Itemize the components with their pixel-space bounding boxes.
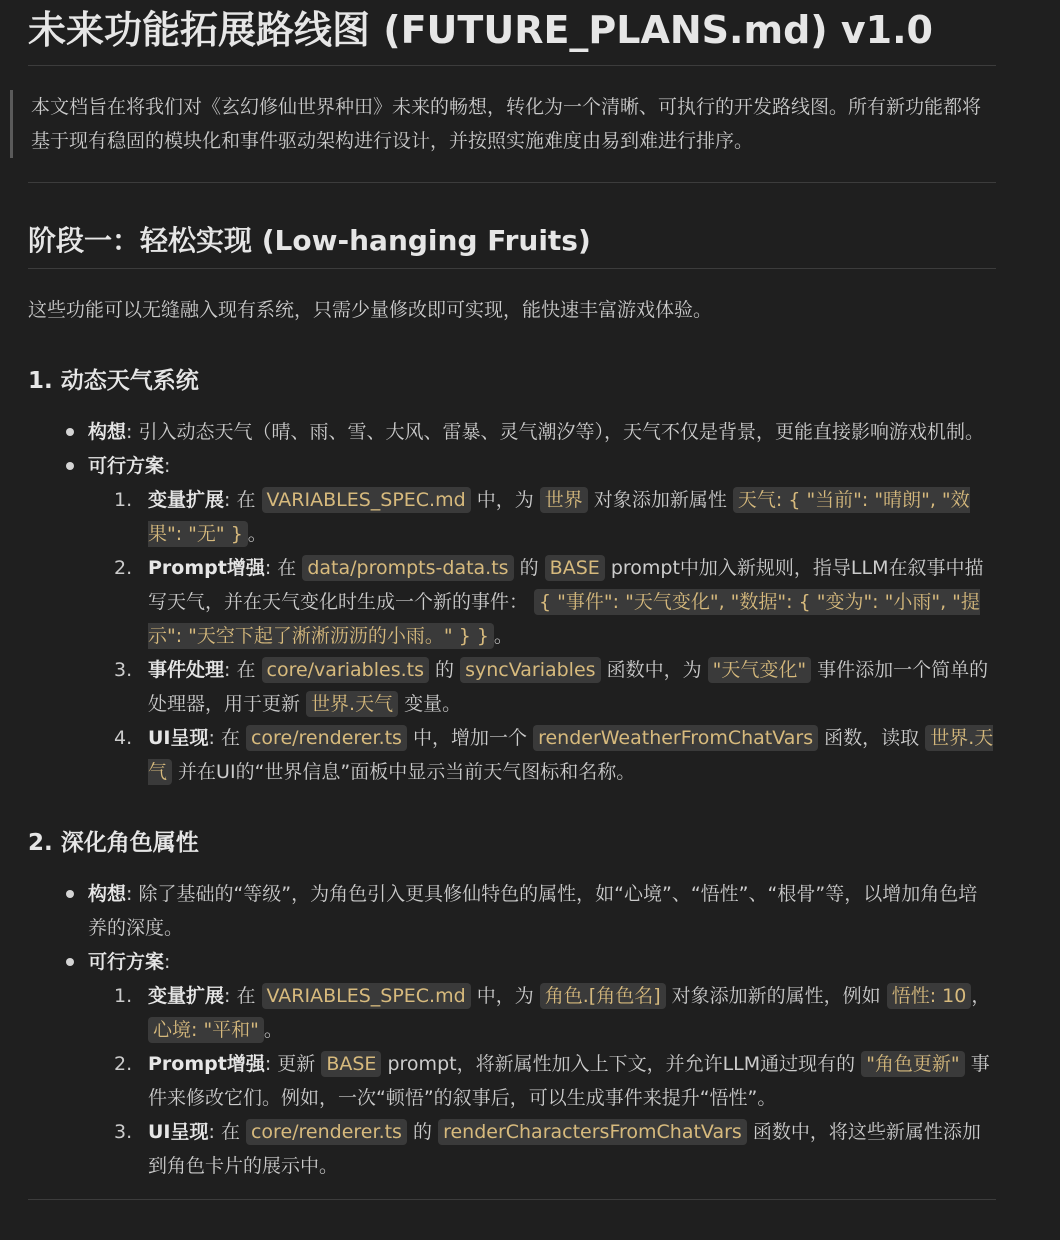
plan-label: 可行方案 <box>88 455 165 477</box>
intro-blockquote <box>10 90 996 158</box>
step-text: : 在 <box>224 489 262 511</box>
step-number: 2. <box>114 557 133 579</box>
step-number: 3. <box>114 659 133 681</box>
inline-code: 世界.天气 <box>148 727 994 783</box>
step-label: 事件处理 <box>148 659 225 681</box>
inline-code: VARIABLES_SPEC.md <box>262 983 471 1009</box>
step-text: 函数，读取 <box>818 727 926 749</box>
step-text: 事件添加一个简单的处理器，用于更新 <box>148 659 989 715</box>
inline-code: 角色.[角色名] <box>540 983 666 1009</box>
stage1-lead: 这些功能可以无缝融入现有系统，只需少量修改即可实现，能快速丰富游戏体验。 <box>28 299 713 321</box>
inline-code: core/variables.ts <box>262 657 430 683</box>
step-text: 函数中，将这些新属性添加到角色卡片的展示中。 <box>148 1121 981 1177</box>
step-text: 。 <box>493 625 513 647</box>
step-label: UI呈现 <box>148 727 209 749</box>
step-label: 变量扩展 <box>148 489 225 511</box>
inline-code: "天气变化" <box>708 657 811 683</box>
section1-list <box>28 415 996 789</box>
concept-text: : 引入动态天气（晴、雨、雪、大风、雷暴、灵气潮汐等），天气不仅是背景，更能直接影响游戏机制。 <box>126 421 984 443</box>
step-text: 中，为 <box>470 489 540 511</box>
step-text: ， <box>971 985 991 1007</box>
concept-label: 构想 <box>88 421 127 443</box>
step-item <box>88 1115 996 1183</box>
step-text: 。 <box>247 523 267 545</box>
section1-heading: 1. 动态天气系统 <box>28 368 199 394</box>
stage1-heading: 阶段一：轻松实现 (Low-hanging Fruits) <box>28 213 996 269</box>
step-label: 变量扩展 <box>148 985 225 1007</box>
list-item <box>28 449 996 789</box>
inline-code: VARIABLES_SPEC.md <box>262 487 471 513</box>
step-text: 。 <box>263 1019 283 1041</box>
step-text: : 在 <box>224 659 262 681</box>
step-item <box>88 483 996 551</box>
step-text: : 在 <box>264 557 303 579</box>
plan-steps <box>88 979 996 1183</box>
step-text: : 在 <box>208 1121 246 1143</box>
step-number: 4. <box>114 727 133 749</box>
concept-text: : 除了基础的“等级”，为角色引入更具修仙特色的属性，如“心境”、“悟性”、“根骨”等，以增加角色培养的深度。 <box>88 883 978 939</box>
inline-code: core/renderer.ts <box>246 725 407 751</box>
step-item <box>88 1047 996 1115</box>
inline-code: data/prompts-data.ts <box>302 555 513 581</box>
step-text: 的 <box>406 1121 439 1143</box>
step-text: : 在 <box>224 985 262 1007</box>
step-number: 2. <box>114 1053 133 1075</box>
inline-code: 世界 <box>540 487 588 513</box>
inline-code: 心境: "平和" <box>148 1017 264 1043</box>
step-label: UI呈现 <box>148 1121 209 1143</box>
step-label: Prompt增强 <box>148 557 265 579</box>
inline-code: renderCharactersFromChatVars <box>438 1119 747 1145</box>
inline-code: core/renderer.ts <box>246 1119 407 1145</box>
step-text: 中，为 <box>470 985 540 1007</box>
step-text: 事件来修改它们。例如，一次“顿悟”的叙事后，可以生成事件来提升“悟性”。 <box>148 1053 990 1109</box>
divider <box>28 182 996 183</box>
step-text: : 更新 <box>264 1053 322 1075</box>
step-item <box>88 721 996 789</box>
step-text: 的 <box>429 659 461 681</box>
inline-code: "角色更新" <box>861 1051 964 1077</box>
plan-colon: : <box>164 455 171 477</box>
inline-code: 世界.天气 <box>306 691 398 717</box>
step-label: Prompt增强 <box>148 1053 265 1075</box>
step-text: 函数中，为 <box>600 659 708 681</box>
section2-list <box>28 877 996 1183</box>
document <box>28 0 996 1200</box>
plan-colon: : <box>164 951 171 973</box>
list-item <box>28 415 996 449</box>
step-number: 3. <box>114 1121 133 1143</box>
step-item <box>88 979 996 1047</box>
step-number: 1. <box>114 489 133 511</box>
step-text: 变量。 <box>398 693 462 715</box>
inline-code: 天气: { "当前": "晴朗", "效果": "无" } <box>148 489 970 545</box>
step-text: 对象添加新属性 <box>587 489 733 511</box>
intro-text: 本文档旨在将我们对《玄幻修仙世界种田》未来的畅想，转化为一个清晰、可执行的开发路线图。所有新功能都将基于现有稳固的模块化和事件驱动架构进行设计，并按照实施难度由易到难进行排序。 <box>31 96 982 152</box>
inline-code: 悟性: 10 <box>887 983 972 1009</box>
step-text: : 在 <box>208 727 246 749</box>
step-text: 对象添加新的属性，例如 <box>665 985 887 1007</box>
step-item <box>88 551 996 653</box>
divider <box>28 1199 996 1200</box>
inline-code: BASE <box>321 1051 381 1077</box>
step-text: prompt，将新属性加入上下文，并允许LLM通过现有的 <box>381 1053 862 1075</box>
inline-code: renderWeatherFromChatVars <box>533 725 818 751</box>
page-title: 未来功能拓展路线图 (FUTURE_PLANS.md) v1.0 <box>28 0 996 66</box>
step-text: 并在UI的“世界信息”面板中显示当前天气图标和名称。 <box>172 761 636 783</box>
step-text: prompt中加入新规则，指导LLM在叙事中描写天气，并在天气变化时生成一个新的事件： <box>148 557 984 613</box>
concept-label: 构想 <box>88 883 127 905</box>
inline-code: syncVariables <box>460 657 600 683</box>
inline-code: BASE <box>545 555 605 581</box>
step-number: 1. <box>114 985 133 1007</box>
step-text: 中，增加一个 <box>406 727 534 749</box>
plan-steps <box>88 483 996 789</box>
inline-code: { "事件": "天气变化", "数据": { "变为": "小雨", "提示": "天空下起了淅淅沥沥的小雨。" } } <box>148 591 980 647</box>
section2-heading: 2. 深化角色属性 <box>28 830 199 856</box>
list-item <box>28 877 996 945</box>
step-text: 的 <box>513 557 545 579</box>
plan-label: 可行方案 <box>88 951 165 973</box>
list-item <box>28 945 996 1183</box>
step-item <box>88 653 996 721</box>
